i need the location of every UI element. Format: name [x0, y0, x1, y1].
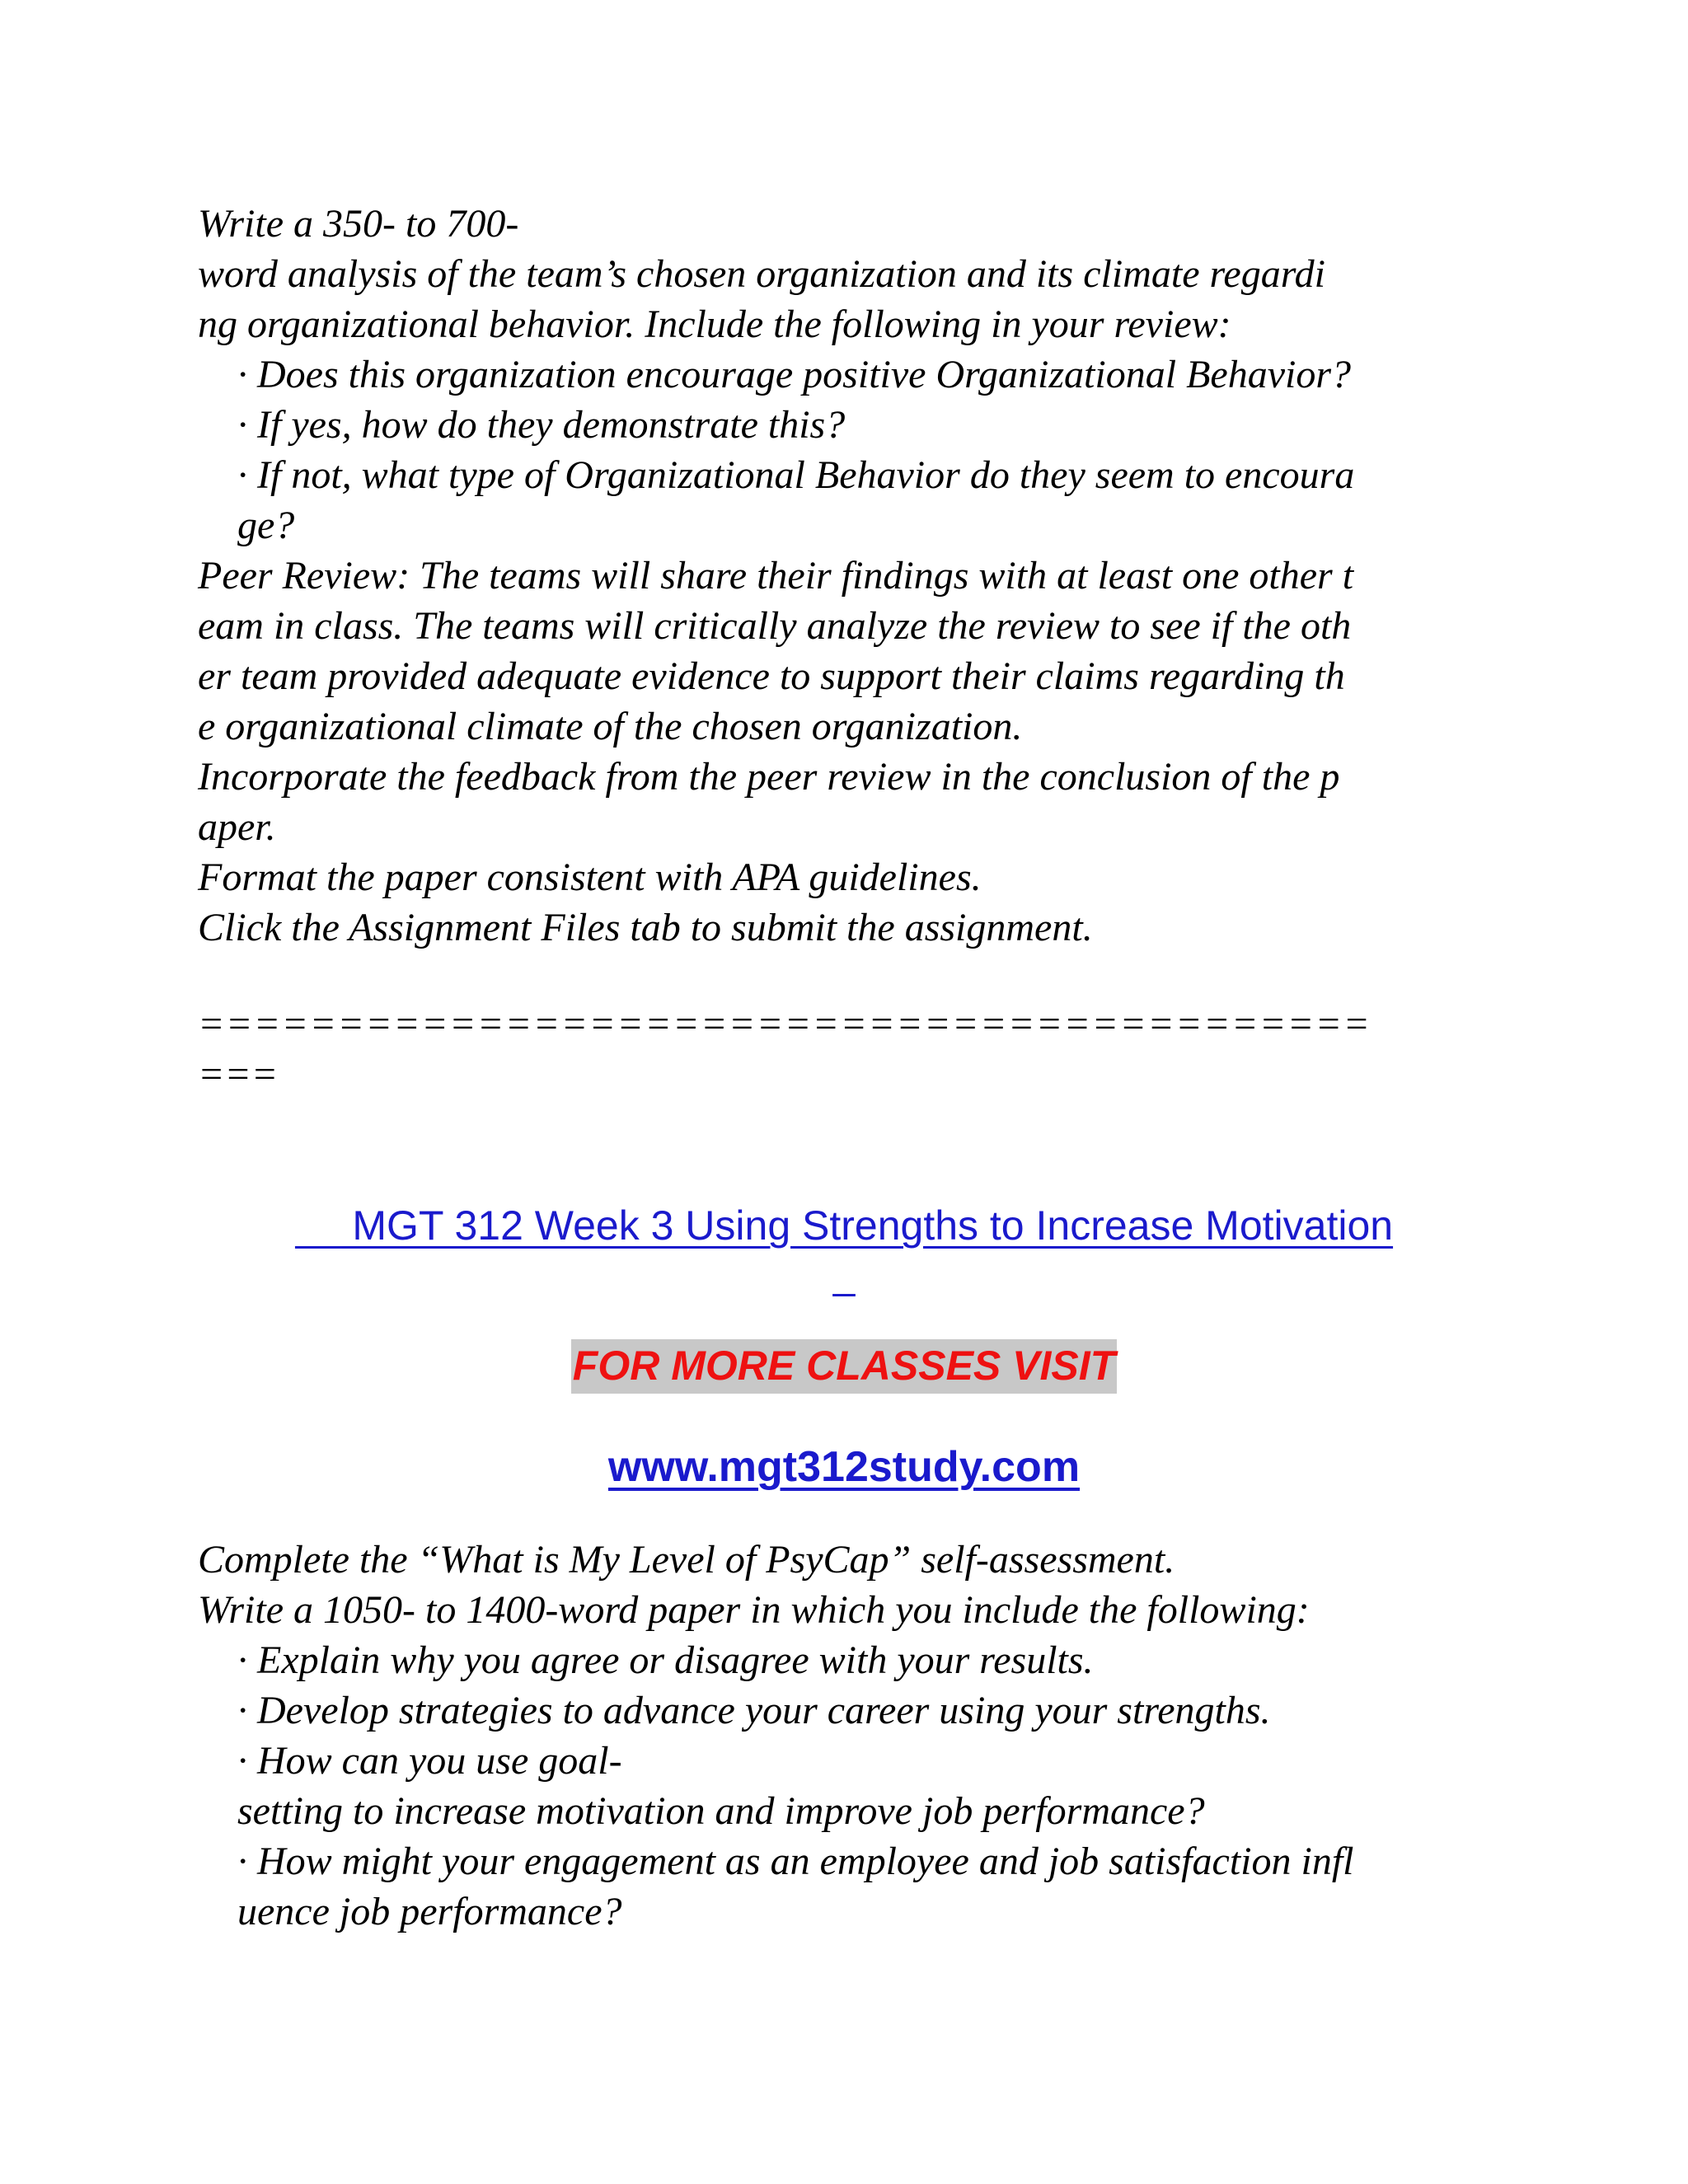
- instruction-line: eam in class. The teams will critically analyze the review to see if the oth: [198, 604, 1352, 648]
- bullet-item: · Does this organization encourage positive Organizational Behavior?: [237, 353, 1352, 396]
- bullet-item-continuation: ge?: [237, 504, 295, 547]
- instruction-line: Complete the “What is My Level of PsyCap” self-assessment.: [198, 1538, 1175, 1582]
- bullet-item: · How can you use goal-: [237, 1739, 622, 1783]
- instruction-line: Peer Review: The teams will share their findings with at least one other t: [198, 554, 1354, 598]
- separator-line: ==========================================: [198, 1002, 1372, 1046]
- bullet-item: · Explain why you agree or disagree with your results.: [237, 1638, 1094, 1682]
- instruction-line: er team provided adequate evidence to support their claims regarding th: [198, 654, 1345, 698]
- bullet-item: · Develop strategies to advance your career using your strengths.: [237, 1689, 1271, 1732]
- bullet-item: · If not, what type of Organizational Behavior do they seem to encoura: [237, 453, 1355, 497]
- bullet-item: · How might your engagement as an employee and job satisfaction infl: [237, 1840, 1354, 1883]
- instruction-line: ng organizational behavior. Include the following in your review:: [198, 302, 1231, 346]
- instruction-line: Write a 350- to 700-: [198, 202, 519, 246]
- instruction-line: Click the Assignment Files tab to submit the assignment.: [198, 906, 1093, 949]
- bullet-item: · If yes, how do they demonstrate this?: [237, 403, 846, 447]
- instruction-line: Write a 1050- to 1400-word paper in which you include the following:: [198, 1588, 1310, 1632]
- visit-banner: FOR MORE CLASSES VISIT: [571, 1339, 1117, 1394]
- course-link[interactable]: MGT 312 Week 3 Using Strengths to Increase Motivation: [340, 1202, 1394, 1249]
- site-link[interactable]: www.mgt312study.com: [607, 1443, 1081, 1491]
- instruction-line: aper.: [198, 805, 276, 849]
- bullet-item-continuation: setting to increase motivation and improve job performance?: [237, 1789, 1205, 1833]
- separator-line: ===: [198, 1052, 279, 1096]
- instruction-line: word analysis of the team’s chosen organization and its climate regardi: [198, 252, 1325, 296]
- bullet-item-continuation: uence job performance?: [237, 1890, 622, 1933]
- instruction-line: Incorporate the feedback from the peer review in the conclusion of the p: [198, 755, 1340, 799]
- instruction-line: Format the paper consistent with APA guidelines.: [198, 855, 982, 899]
- instruction-line: e organizational climate of the chosen organization.: [198, 705, 1023, 748]
